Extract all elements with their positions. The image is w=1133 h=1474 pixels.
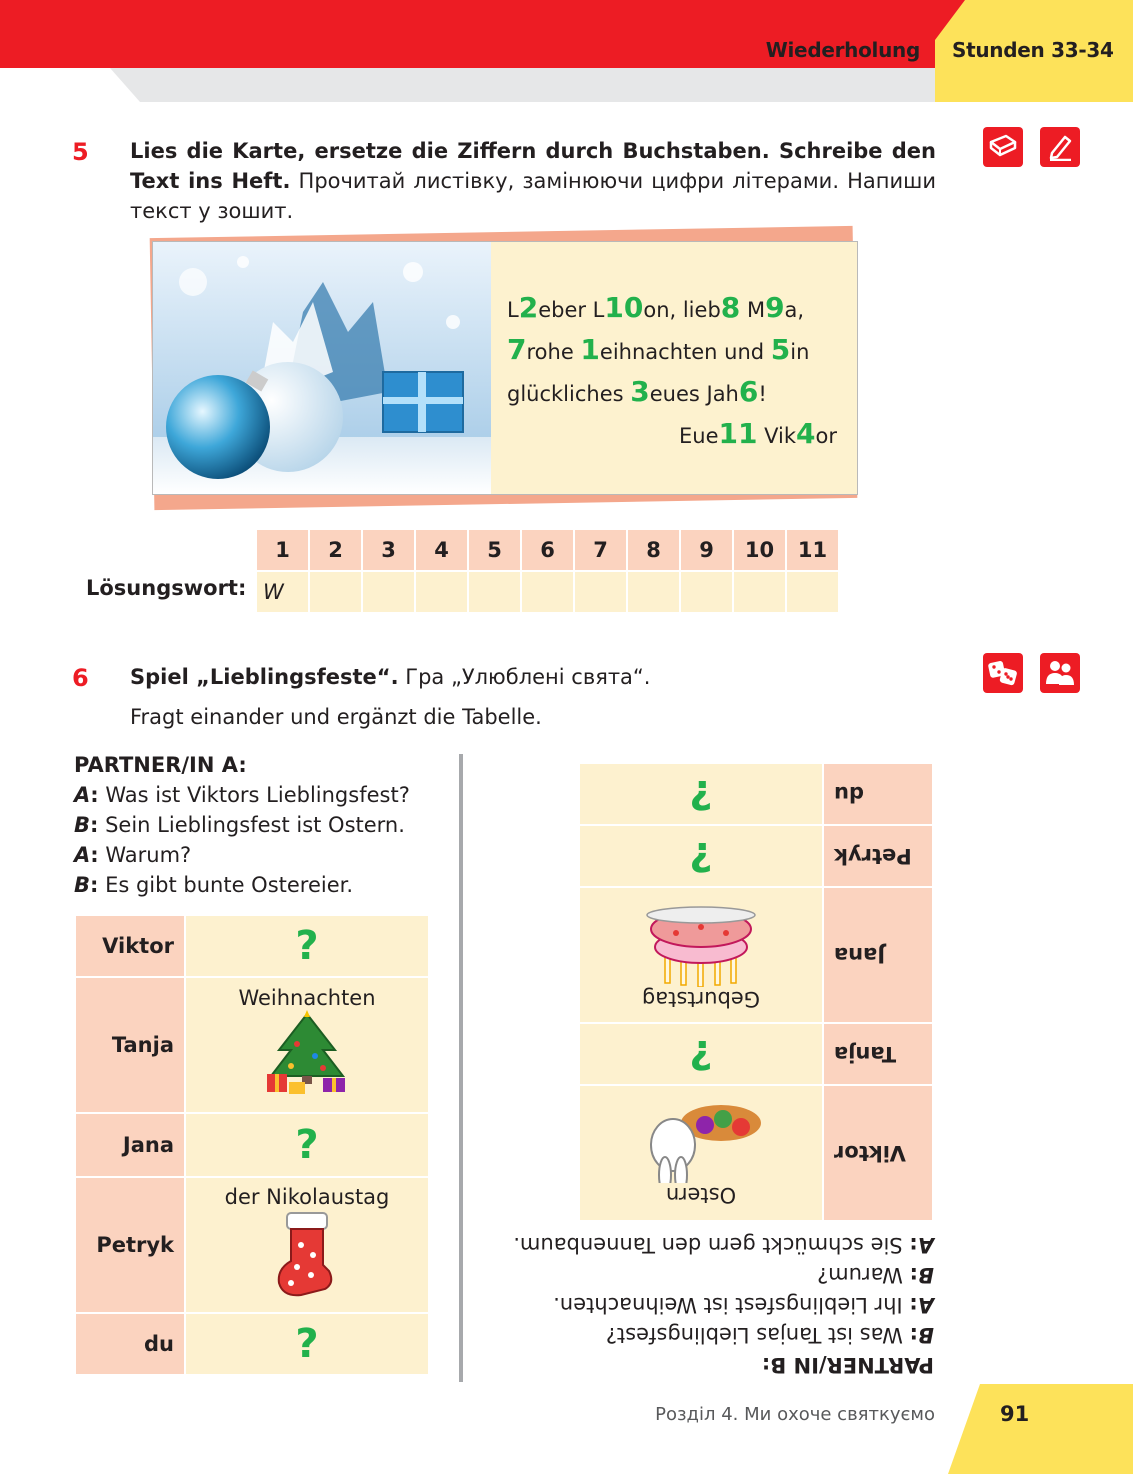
section-title: Wiederholung [765, 38, 920, 62]
card-text-segment: eihnachten und [599, 340, 771, 364]
question-mark: ? [295, 923, 319, 969]
table-row [75, 1113, 429, 1177]
cipher-digit: 10 [604, 291, 644, 324]
game-title-de: Spiel „Lieblingsfeste“. [130, 665, 399, 689]
cipher-digit: 6 [738, 375, 759, 408]
speaker-label: A [74, 843, 91, 867]
name-cell: Viktor [75, 915, 185, 977]
holiday-cell [185, 1177, 429, 1313]
task-instruction-ua: Прочитай листівку, замінюючи цифри літерами. Напиши текст у зошит. [130, 169, 936, 223]
speaker-label: B [917, 1263, 934, 1287]
exercise-5-task [130, 136, 936, 226]
question-mark: ? [689, 1031, 713, 1077]
card-text-segment: Eue [678, 424, 719, 448]
solution-answer-cell[interactable] [521, 571, 574, 613]
dialogue-line [486, 1260, 934, 1290]
partner-a-title: PARTNER/IN A: [74, 753, 247, 777]
dialogue-text: Was ist Tanjas Lieblingsfest? [605, 1323, 910, 1347]
card-text-segment: eues Jah [649, 382, 739, 406]
cipher-digit: 4 [796, 417, 816, 450]
dialogue-line [486, 1290, 934, 1320]
dialogue-text: Ihr Lieblingsfest ist Weihnachten. [553, 1293, 910, 1317]
solution-number-cell: 10 [733, 529, 786, 571]
question-mark: ? [689, 771, 713, 817]
lessons-label: Stunden 33-34 [952, 38, 1114, 62]
dialogue-text: Warum? [817, 1263, 910, 1287]
solution-answer-cell[interactable] [680, 571, 733, 613]
pair-work-icon [1040, 653, 1080, 693]
card-text-segment: M [740, 298, 766, 322]
dialogue-line [74, 780, 429, 810]
cipher-digit: 1 [580, 333, 600, 366]
card-line-2 [507, 330, 847, 372]
solution-number-cell: 11 [786, 529, 839, 571]
cipher-digit: 8 [720, 291, 741, 324]
card-text-segment: ! [758, 382, 767, 406]
book-icon [983, 127, 1023, 167]
speaker-label: A [917, 1293, 934, 1317]
header-corner [935, 0, 965, 40]
solution-answer-cell[interactable] [574, 571, 627, 613]
dialogue-line [486, 1230, 934, 1260]
greeting-card [152, 241, 858, 495]
exercise-number: 5 [72, 138, 89, 166]
speaker-label: A [917, 1233, 934, 1257]
solution-number-cell: 9 [680, 529, 733, 571]
speaker-label: A [74, 783, 91, 807]
exercise-number: 6 [72, 664, 89, 692]
solution-number-cell: 1 [256, 529, 309, 571]
solution-number-row [256, 529, 839, 571]
speaker-colon: : [90, 873, 99, 897]
dialogue-line [486, 1320, 934, 1350]
question-mark: ? [689, 833, 713, 879]
solution-answer-cell[interactable] [362, 571, 415, 613]
holiday-cell [579, 887, 823, 1023]
solution-number-cell: 3 [362, 529, 415, 571]
game-title-ua: Гра „Улюблені свята“. [405, 665, 651, 689]
speaker-colon: : [90, 813, 99, 837]
name-cell: du [75, 1313, 185, 1375]
solution-answer-row [256, 571, 839, 613]
speaker-colon: : [909, 1323, 918, 1347]
table-row [579, 763, 933, 825]
page-number: 91 [1000, 1402, 1030, 1426]
card-text-segment: L [507, 298, 519, 322]
name-cell: Petryk [75, 1177, 185, 1313]
card-text-segment: glückliches [507, 382, 631, 406]
cipher-digit: 11 [718, 417, 758, 450]
question-mark-cell [185, 1113, 429, 1177]
holiday-label: der Nikolaustag [224, 1184, 390, 1209]
solution-answer-cell[interactable] [733, 571, 786, 613]
partner-b-section [486, 756, 934, 1380]
christmas-stocking-icon [267, 1209, 347, 1301]
solution-number-cell: 2 [309, 529, 362, 571]
holiday-cell [579, 1085, 823, 1221]
speaker-label: B [74, 813, 91, 837]
card-text-segment: in [790, 340, 810, 364]
holiday-cell [185, 977, 429, 1113]
card-text-segment: on, lieb [643, 298, 721, 322]
christmas-tree-icon [257, 1010, 357, 1100]
name-cell: Jana [75, 1113, 185, 1177]
speaker-colon: : [90, 783, 99, 807]
solution-number-cell: 7 [574, 529, 627, 571]
solution-table [255, 528, 840, 614]
name-cell: Tanja [75, 977, 185, 1113]
speaker-colon: : [909, 1233, 918, 1257]
table-row [579, 887, 933, 1023]
question-mark-cell [185, 1313, 429, 1375]
exercise-6-title [130, 662, 930, 692]
partner-b-table [578, 762, 934, 1222]
easter-bunny-icon [631, 1104, 771, 1184]
exercise-6-instruction: Fragt einander und ergänzt die Tabelle. [130, 705, 542, 729]
partner-a-table [74, 914, 430, 1376]
solution-number-cell: 6 [521, 529, 574, 571]
dialogue-text: Es gibt bunte Ostereier. [98, 873, 354, 897]
solution-number-cell: 4 [415, 529, 468, 571]
christmas-ornaments-photo [153, 242, 491, 494]
cipher-digit: 7 [507, 333, 527, 366]
holiday-label: Weihnachten [238, 985, 376, 1010]
table-row [75, 977, 429, 1113]
header-grey-band [110, 68, 935, 102]
solution-answer-cell[interactable] [468, 571, 521, 613]
table-row [579, 825, 933, 887]
dialogue-text: Was ist Viktors Lieblingsfest? [98, 783, 410, 807]
dialogue-line [74, 810, 429, 840]
speaker-label: B [917, 1323, 934, 1347]
dialogue-line [74, 870, 429, 900]
partner-a-dialogue [74, 750, 429, 900]
holiday-label: Geburtstag [641, 987, 761, 1012]
name-cell: Petryk [823, 825, 933, 887]
table-row [75, 915, 429, 977]
name-cell: Viktor [823, 1085, 933, 1221]
question-mark-cell [579, 825, 823, 887]
dialogue-text: Sein Lieblingsfest ist Ostern. [98, 813, 405, 837]
speaker-label: B [74, 873, 91, 897]
footer-yellow-tab [948, 1384, 1133, 1474]
holiday-label: Ostern [665, 1183, 737, 1208]
table-row [75, 1313, 429, 1375]
solution-answer-cell[interactable]: W [256, 571, 309, 613]
question-mark-cell [579, 763, 823, 825]
question-mark-cell [185, 915, 429, 977]
speaker-colon: : [909, 1293, 918, 1317]
card-line-1 [507, 288, 847, 330]
question-mark-cell [579, 1023, 823, 1085]
partner-b-dialogue [486, 1230, 934, 1380]
cipher-digit: 9 [765, 291, 785, 324]
dice-icon [983, 653, 1023, 693]
partner-b-title: PARTNER/IN B: [761, 1353, 934, 1377]
task-instruction-de: Lies die Karte, ersetze die Ziffern durch Buchstaben. Schreibe den Text ins Heft. [130, 139, 936, 193]
card-text-segment: rohe [526, 340, 581, 364]
cipher-digit: 5 [770, 333, 791, 366]
birthday-cake-icon [646, 904, 756, 988]
speaker-colon: : [909, 1263, 918, 1287]
speaker-colon: : [90, 843, 99, 867]
card-text-segment: Vik [757, 424, 797, 448]
cipher-digit: 2 [518, 291, 539, 324]
cipher-digit: 3 [630, 375, 650, 408]
solution-word-label: Lösungswort: [86, 576, 247, 600]
solution-number-cell: 5 [468, 529, 521, 571]
card-text-segment: eber L [538, 298, 605, 322]
table-row [579, 1023, 933, 1085]
solution-answer-cell[interactable] [627, 571, 680, 613]
card-message [507, 288, 847, 456]
card-line-3 [507, 372, 847, 414]
solution-answer-cell[interactable] [415, 571, 468, 613]
name-cell: Jana [823, 887, 933, 1023]
solution-answer-cell[interactable] [786, 571, 839, 613]
question-mark: ? [295, 1321, 319, 1367]
solution-answer-cell[interactable] [309, 571, 362, 613]
column-divider [459, 754, 463, 1382]
card-text-segment: a, [784, 298, 805, 322]
dialogue-text: Warum? [98, 843, 192, 867]
card-text-segment: or [815, 424, 837, 448]
chapter-title: Розділ 4. Ми охоче святкуємо [655, 1404, 935, 1425]
name-cell: du [823, 763, 933, 825]
card-line-4 [507, 414, 847, 456]
pencil-icon [1040, 127, 1080, 167]
dialogue-text: Sie schmückt gern den Tannenbaum. [513, 1233, 910, 1257]
dialogue-line [74, 840, 429, 870]
question-mark: ? [295, 1122, 319, 1168]
name-cell: Tanja [823, 1023, 933, 1085]
table-row [579, 1085, 933, 1221]
table-row [75, 1177, 429, 1313]
solution-number-cell: 8 [627, 529, 680, 571]
